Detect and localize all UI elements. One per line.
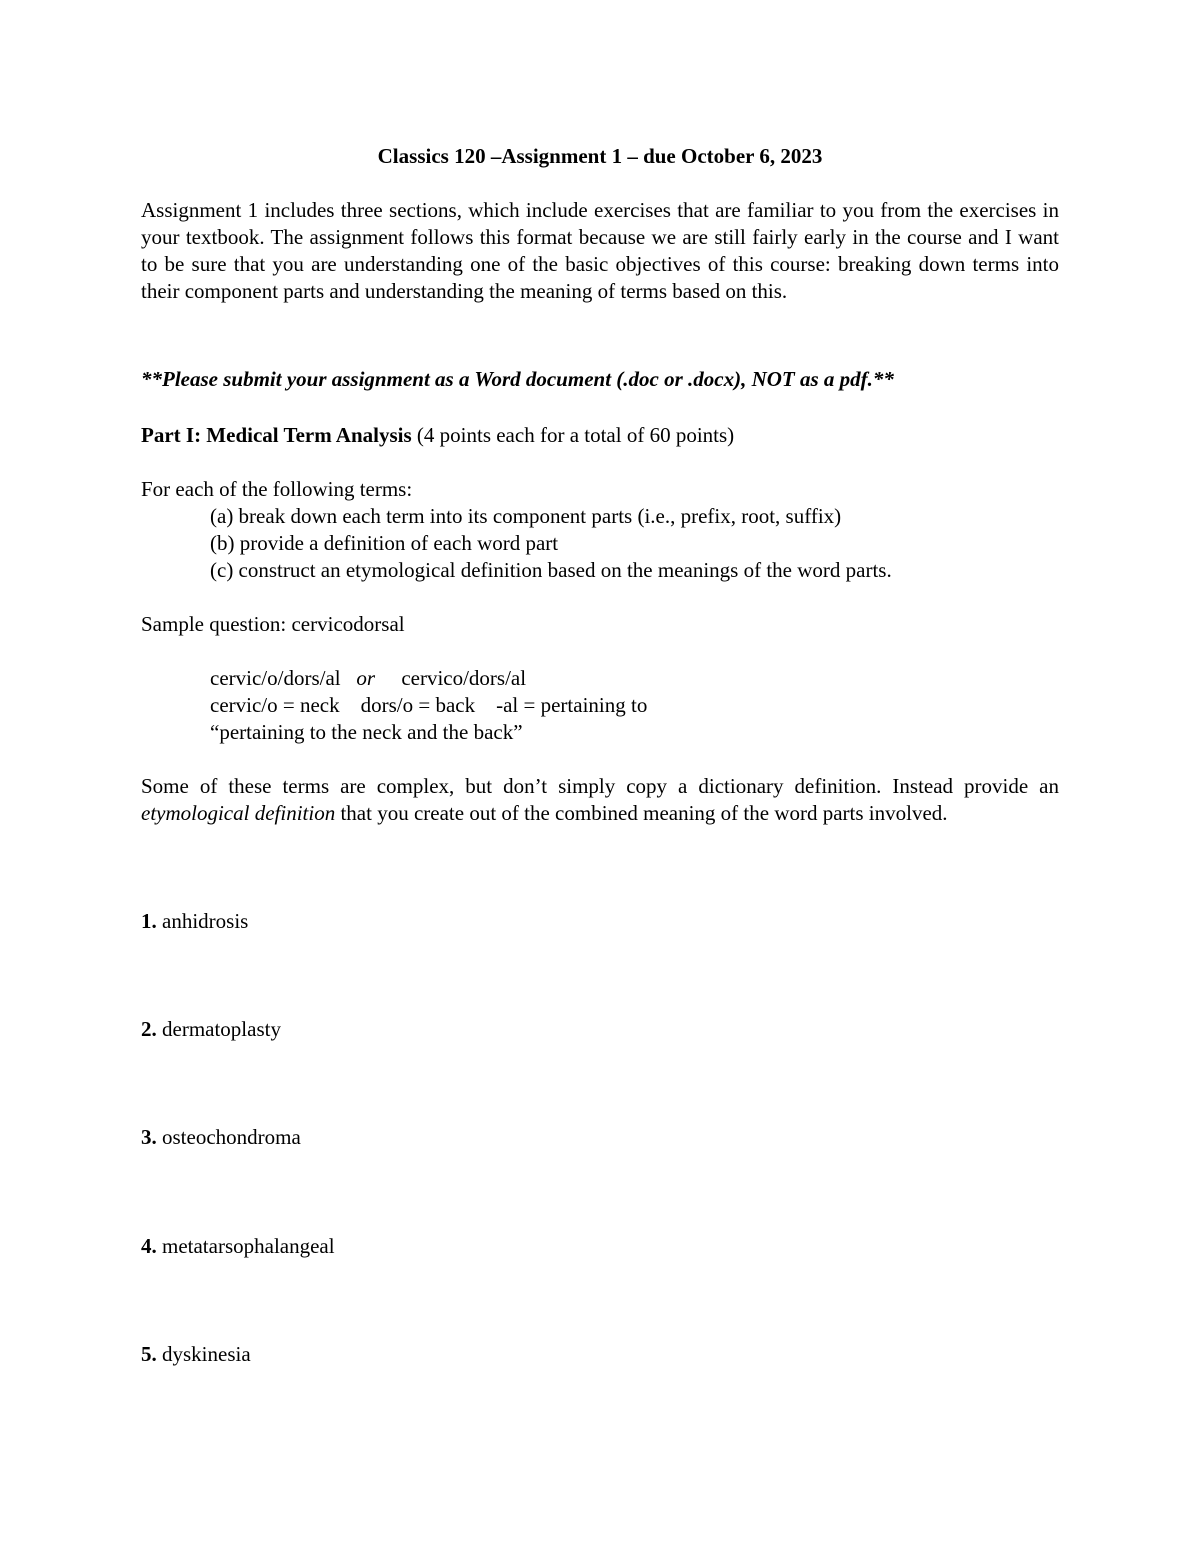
question-number: 5. (141, 1342, 157, 1366)
question-term: metatarsophalangeal (162, 1234, 335, 1258)
part1-heading: Part I: Medical Term Analysis (141, 423, 412, 447)
question-term: dermatoplasty (162, 1017, 281, 1041)
question-item (141, 1124, 301, 1151)
question-term: osteochondroma (162, 1125, 301, 1149)
part1-heading-line (141, 422, 1059, 449)
sample-breakdown (210, 665, 1070, 692)
sample-parts (210, 692, 1070, 719)
sample-breakdown-b: cervico/dors/al (401, 666, 527, 690)
note-before: Some of these terms are complex, but don’t simply copy a dictionary definition. Instead provide an (141, 774, 1059, 798)
question-term: anhidrosis (162, 909, 249, 933)
sample-breakdown-a: cervic/o/dors/al (210, 666, 341, 690)
instructions-lead: For each of the following terms: (141, 477, 413, 501)
question-item (141, 908, 248, 935)
instructions-list (210, 503, 1070, 584)
sample-answer (210, 665, 1070, 746)
sample-definition: “pertaining to the neck and the back” (210, 720, 523, 744)
question-item (141, 1016, 281, 1043)
part1-points: (4 points each for a total of 60 points) (416, 423, 735, 447)
instruction-item-c: (c) construct an etymological definition based on the meanings of the word parts. (210, 558, 892, 582)
sample-question: Sample question: cervicodorsal (141, 612, 405, 636)
question-item (141, 1233, 335, 1260)
question-number: 2. (141, 1017, 157, 1041)
sample-breakdown-or: or (356, 666, 376, 690)
question-number: 3. (141, 1125, 157, 1149)
note-emphasis: etymological definition (141, 801, 336, 825)
sample-part-2: dors/o = back (360, 693, 476, 717)
instruction-item-b: (b) provide a definition of each word part (210, 531, 559, 555)
instruction-item-a: (a) break down each term into its component parts (i.e., prefix, root, suffix) (210, 504, 842, 528)
document-title: Classics 120 –Assignment 1 – due October 6, 2023 (377, 144, 823, 168)
submit-note: **Please submit your assignment as a Word document (.doc or .docx), NOT as a pdf.** (141, 367, 894, 391)
question-term: dyskinesia (162, 1342, 251, 1366)
sample-part-3: -al = pertaining to (496, 693, 648, 717)
question-item (141, 1341, 251, 1368)
note-paragraph (141, 773, 1059, 827)
sample-part-1: cervic/o = neck (210, 693, 340, 717)
intro-paragraph: Assignment 1 includes three sections, which include exercises that are familiar to you from the exercises in your textbook. The assignment follows this format because we are still fairly early in the course and I want to be sure that you are understanding one of the basic objectives of this course: breaking down terms into their component parts and understanding the meaning of terms based on this. (141, 198, 1059, 303)
question-number: 4. (141, 1234, 157, 1258)
note-after: that you create out of the combined meaning of the word parts involved. (340, 801, 948, 825)
question-number: 1. (141, 909, 157, 933)
